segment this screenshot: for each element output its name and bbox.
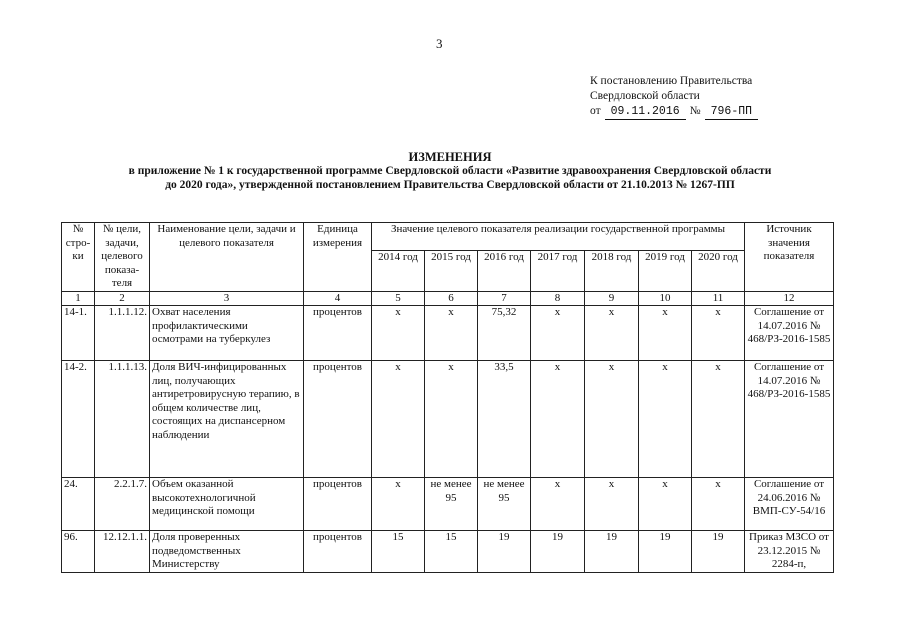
row-value: х: [639, 478, 692, 531]
row-number: 14-2.: [62, 361, 95, 478]
column-index: 2: [95, 291, 150, 306]
header-row: [62, 223, 834, 251]
document-subtitle-line2: до 2020 года», утвержденной постановлением Правительства Свердловской области от 21.10.2013 № 1267-ПП: [165, 179, 735, 191]
document-heading: [60, 150, 840, 192]
row-value: 15: [372, 531, 425, 573]
row-code: 2.2.1.7.: [95, 478, 150, 531]
column-index: 4: [304, 291, 372, 306]
header-goal-no: № цели, задачи, целевого показа-теля: [95, 223, 150, 292]
row-value: 19: [531, 531, 585, 573]
row-value: 19: [478, 531, 531, 573]
approval-number: 796-ПП: [705, 104, 758, 120]
row-value: х: [692, 306, 745, 361]
row-source: Соглашение от 24.06.2016 № ВМП-СУ-54/16: [745, 478, 834, 531]
row-value: х: [531, 478, 585, 531]
table-row: [62, 531, 834, 573]
approval-line2: Свердловской области: [590, 90, 700, 102]
header-year: 2019 год: [639, 250, 692, 291]
approval-block: [590, 74, 758, 120]
column-index: 11: [692, 291, 745, 306]
page-number: 3: [436, 36, 443, 51]
document-subtitle-line1: в приложение № 1 к государственной программе Свердловской области «Развитие здравоохранения Свердловской области: [128, 165, 772, 177]
row-value: х: [585, 478, 639, 531]
column-index: 3: [150, 291, 304, 306]
column-index-row: [62, 291, 834, 306]
row-value: 15: [425, 531, 478, 573]
header-source: Источник значения показателя: [745, 223, 834, 292]
column-index: 9: [585, 291, 639, 306]
row-source: Соглашение от 14.07.2016 № 468/РЗ-2016-1585: [745, 306, 834, 361]
row-value: х: [639, 361, 692, 478]
row-name: Доля проверенных подведомственных Министерству: [150, 531, 304, 573]
row-name: Объем оказанной высокотехнологичной медицинской помощи: [150, 478, 304, 531]
row-value: х: [425, 361, 478, 478]
header-year: 2020 год: [692, 250, 745, 291]
row-value: 19: [639, 531, 692, 573]
column-index: 10: [639, 291, 692, 306]
approval-date: 09.11.2016: [605, 104, 686, 120]
row-value: х: [425, 306, 478, 361]
column-index: 7: [478, 291, 531, 306]
row-code: 1.1.1.13.: [95, 361, 150, 478]
header-year: 2016 год: [478, 250, 531, 291]
row-unit: процентов: [304, 531, 372, 573]
row-source: Приказ МЗСО от 23.12.2015 № 2284-п,: [745, 531, 834, 573]
approval-line1: К постановлению Правительства: [590, 75, 753, 87]
row-value: х: [639, 306, 692, 361]
header-year: 2014 год: [372, 250, 425, 291]
row-value: х: [531, 361, 585, 478]
indicators-table: [61, 222, 834, 573]
row-code: 12.12.1.1.: [95, 531, 150, 573]
document-title: ИЗМЕНЕНИЯ: [408, 150, 492, 164]
row-code: 1.1.1.12.: [95, 306, 150, 361]
row-value: 75,32: [478, 306, 531, 361]
row-value: 19: [692, 531, 745, 573]
header-year: 2018 год: [585, 250, 639, 291]
row-value: х: [692, 361, 745, 478]
header-name: Наименование цели, задачи и целевого показателя: [150, 223, 304, 292]
row-value: х: [692, 478, 745, 531]
header-row-no: № стро-ки: [62, 223, 95, 292]
row-value: 33,5: [478, 361, 531, 478]
row-value: х: [585, 306, 639, 361]
row-value: х: [585, 361, 639, 478]
row-unit: процентов: [304, 306, 372, 361]
row-value: х: [372, 361, 425, 478]
approval-no-label: №: [689, 105, 701, 117]
column-index: 5: [372, 291, 425, 306]
table-row: [62, 478, 834, 531]
row-unit: процентов: [304, 478, 372, 531]
row-unit: процентов: [304, 361, 372, 478]
row-source: Соглашение от 14.07.2016 № 468/РЗ-2016-1585: [745, 361, 834, 478]
row-number: 24.: [62, 478, 95, 531]
row-value: х: [531, 306, 585, 361]
column-index: 1: [62, 291, 95, 306]
row-value: 19: [585, 531, 639, 573]
column-index: 12: [745, 291, 834, 306]
table-row: [62, 361, 834, 478]
row-number: 14-1.: [62, 306, 95, 361]
header-year: 2017 год: [531, 250, 585, 291]
row-value: не менее 95: [425, 478, 478, 531]
row-number: 96.: [62, 531, 95, 573]
row-name: Доля ВИЧ-инфицированных лиц, получающих антиретровирусную терапию, в общем количестве лиц, состоящих на диспансерном наблюдении: [150, 361, 304, 478]
row-value: х: [372, 306, 425, 361]
approval-date-number: [590, 104, 758, 120]
column-index: 8: [531, 291, 585, 306]
header-values-group: Значение целевого показателя реализации государственной программы: [372, 223, 745, 251]
header-unit: Единица измерения: [304, 223, 372, 292]
row-name: Охват населения профилактическими осмотрами на туберкулез: [150, 306, 304, 361]
approval-from-label: от: [590, 105, 601, 117]
row-value: х: [372, 478, 425, 531]
table-row: [62, 306, 834, 361]
column-index: 6: [425, 291, 478, 306]
row-value: не менее 95: [478, 478, 531, 531]
header-year: 2015 год: [425, 250, 478, 291]
